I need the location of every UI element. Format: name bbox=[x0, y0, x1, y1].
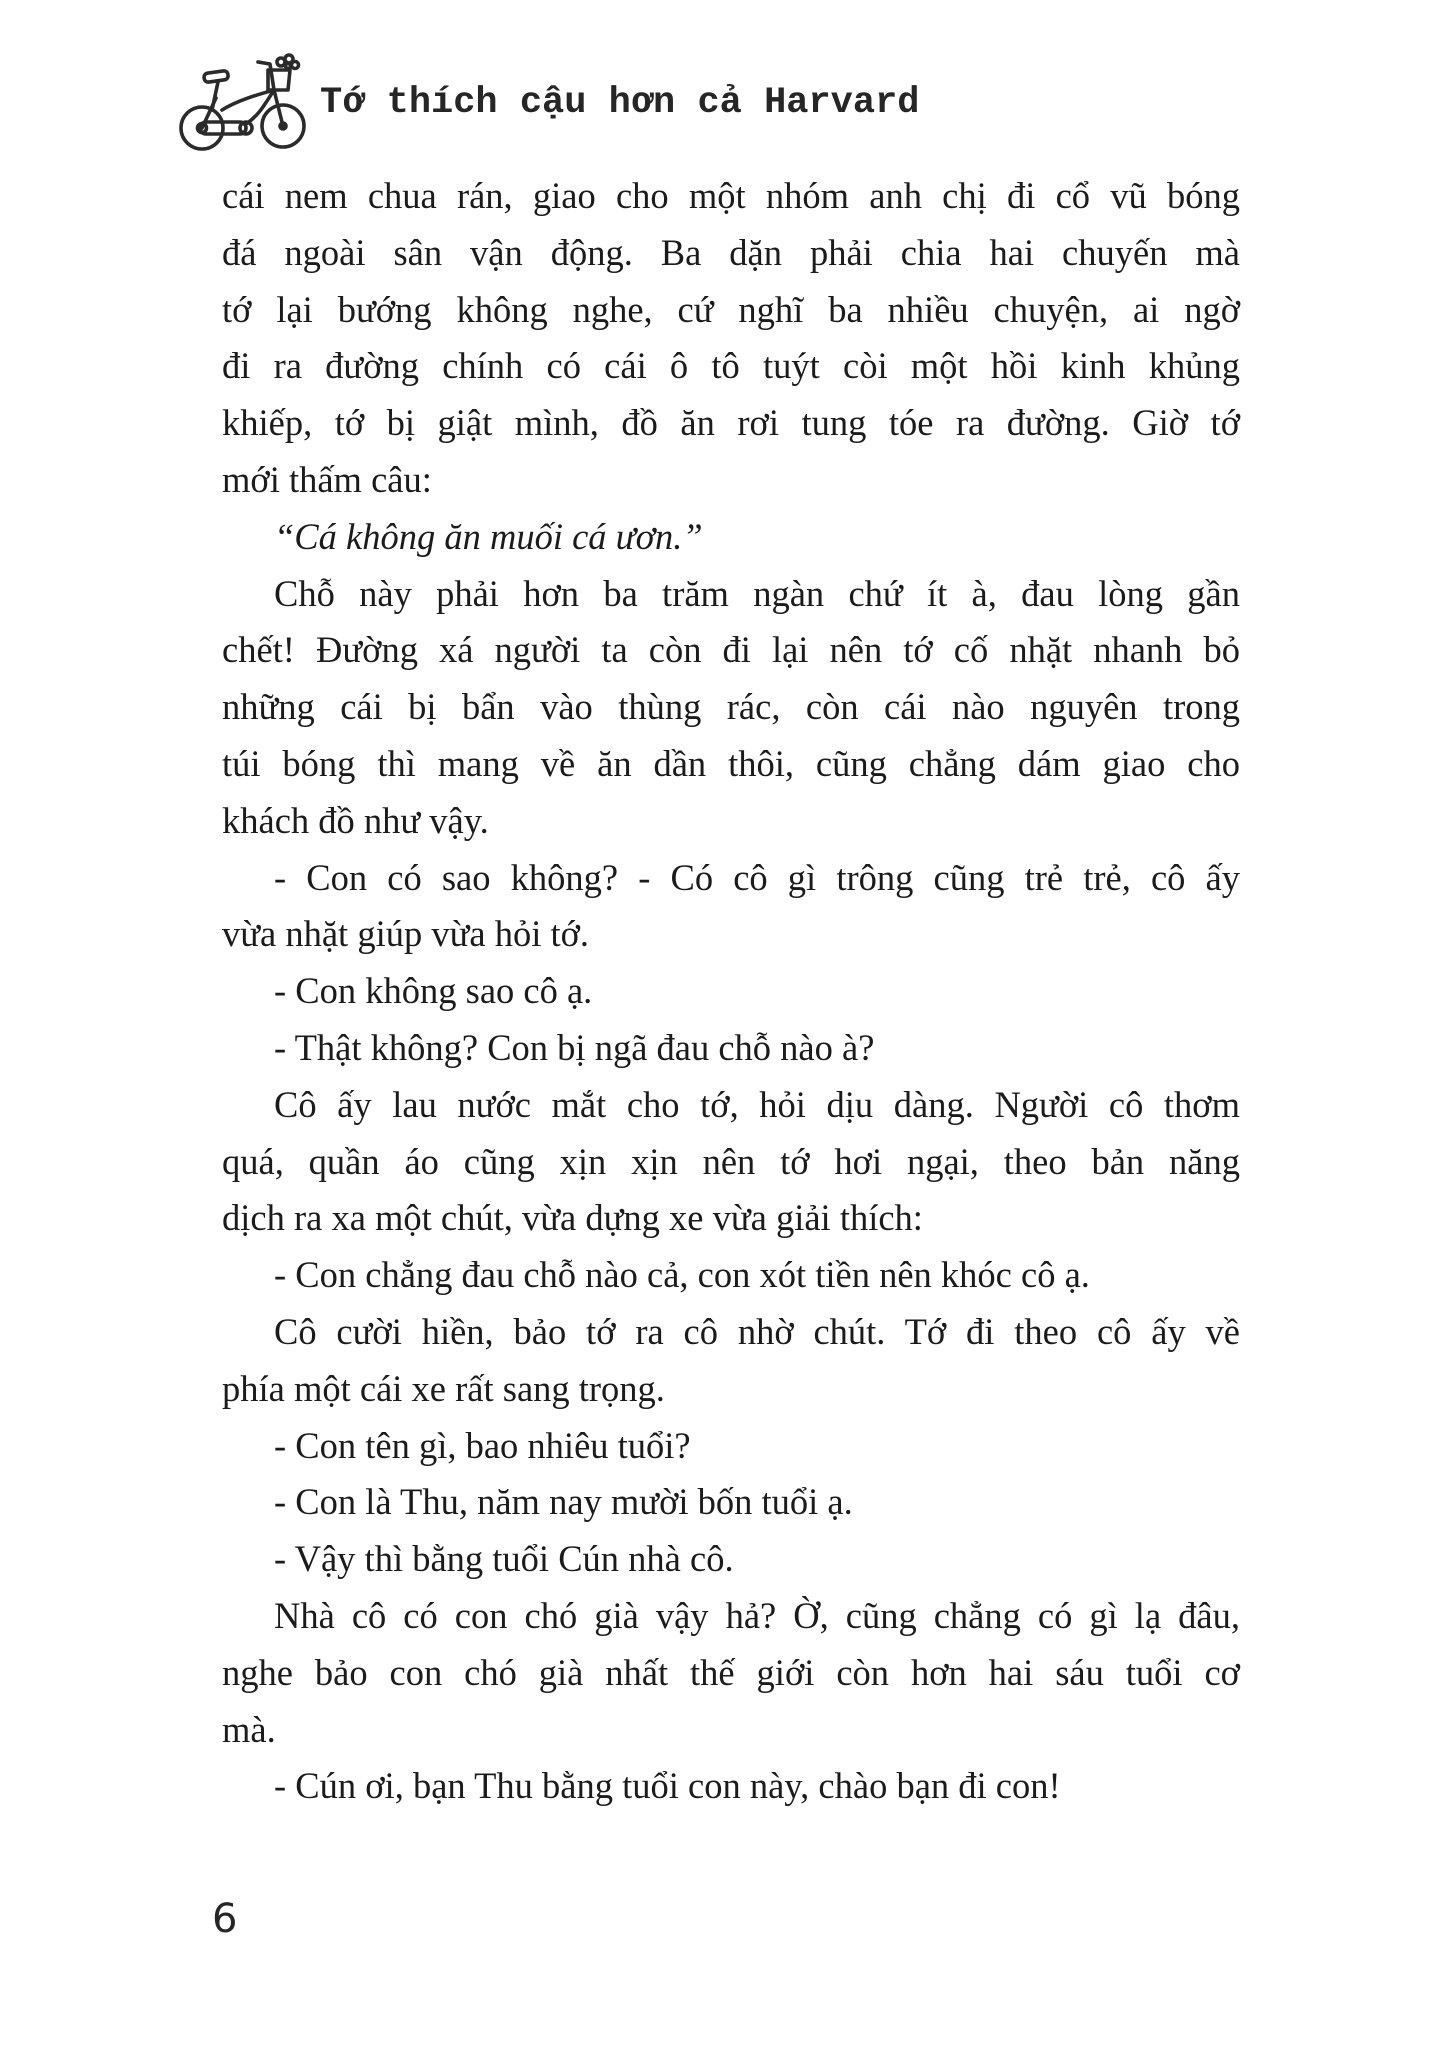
bicycle-icon bbox=[178, 48, 318, 156]
text-line: Cô ấy lau nước mắt cho tớ, hỏi dịu dàng. Người cô thơm bbox=[274, 1083, 1240, 1125]
text-line: dịch ra xa một chút, vừa dựng xe vừa giải thích: bbox=[222, 1197, 923, 1239]
page-number: 6 bbox=[212, 1896, 238, 1942]
text-line: những cái bị bẩn vào thùng rác, còn cái nào nguyên trong bbox=[222, 686, 1240, 728]
text-line: đá ngoài sân vận động. Ba dặn phải chia hai chuyến mà bbox=[222, 231, 1240, 273]
text-line: chết! Đường xá người ta còn đi lại nên tớ cố nhặt nhanh bỏ bbox=[222, 629, 1240, 671]
text-line: “Cá không ăn muối cá ươn.” bbox=[274, 515, 703, 557]
text-line: mới thấm câu: bbox=[222, 458, 432, 500]
text-line: Cô cười hiền, bảo tớ ra cô nhờ chút. Tớ đi theo cô ấy về bbox=[274, 1310, 1240, 1352]
text-line: Chỗ này phải hơn ba trăm ngàn chứ ít à, đau lòng gần bbox=[274, 572, 1240, 614]
text-line: khách đồ như vậy. bbox=[222, 799, 489, 841]
text-line: - Con chẳng đau chỗ nào cả, con xót tiền nên khóc cô ạ. bbox=[274, 1254, 1090, 1296]
text-line: quá, quần áo cũng xịn xịn nên tớ hơi ngại, theo bản năng bbox=[222, 1140, 1240, 1182]
text-line: - Con là Thu, năm nay mười bốn tuổi ạ. bbox=[274, 1481, 853, 1523]
running-header-title: Tớ thích cậu hơn cả Harvard bbox=[320, 82, 920, 124]
text-line: phía một cái xe rất sang trọng. bbox=[222, 1367, 665, 1409]
bicycle-icon-svg bbox=[178, 48, 318, 156]
text-line: nghe bảo con chó già nhất thế giới còn hơn hai sáu tuổi cơ bbox=[222, 1651, 1240, 1693]
text-line: Nhà cô có con chó già vậy hả? Ờ, cũng chẳng có gì lạ đâu, bbox=[274, 1594, 1240, 1636]
text-line: đi ra đường chính có cái ô tô tuýt còi một hồi kinh khủng bbox=[222, 345, 1240, 387]
text-line: túi bóng thì mang về ăn dần thôi, cũng chẳng dám giao cho bbox=[222, 742, 1240, 784]
text-line: vừa nhặt giúp vừa hỏi tớ. bbox=[222, 913, 590, 955]
text-line: cái nem chua rán, giao cho một nhóm anh chị đi cổ vũ bóng bbox=[222, 175, 1240, 216]
text-line: - Con có sao không? - Có cô gì trông cũng trẻ trẻ, cô ấy bbox=[274, 856, 1240, 898]
text-line: tớ lại bướng không nghe, cứ nghĩ ba nhiều chuyện, ai ngờ bbox=[222, 288, 1240, 330]
text-line: - Vậy thì bằng tuổi Cún nhà cô. bbox=[274, 1538, 734, 1580]
text-line: - Con không sao cô ạ. bbox=[274, 970, 593, 1012]
text-line: khiếp, tớ bị giật mình, đồ ăn rơi tung tóe ra đường. Giờ tớ bbox=[222, 402, 1240, 444]
text-line: - Thật không? Con bị ngã đau chỗ nào à? bbox=[274, 1026, 875, 1068]
text-line: - Cún ơi, bạn Thu bằng tuổi con này, chào bạn đi con! bbox=[274, 1765, 1061, 1807]
text-block bbox=[222, 168, 1240, 1815]
text-line: mà. bbox=[222, 1708, 276, 1750]
text-line: - Con tên gì, bao nhiêu tuổi? bbox=[274, 1424, 691, 1466]
